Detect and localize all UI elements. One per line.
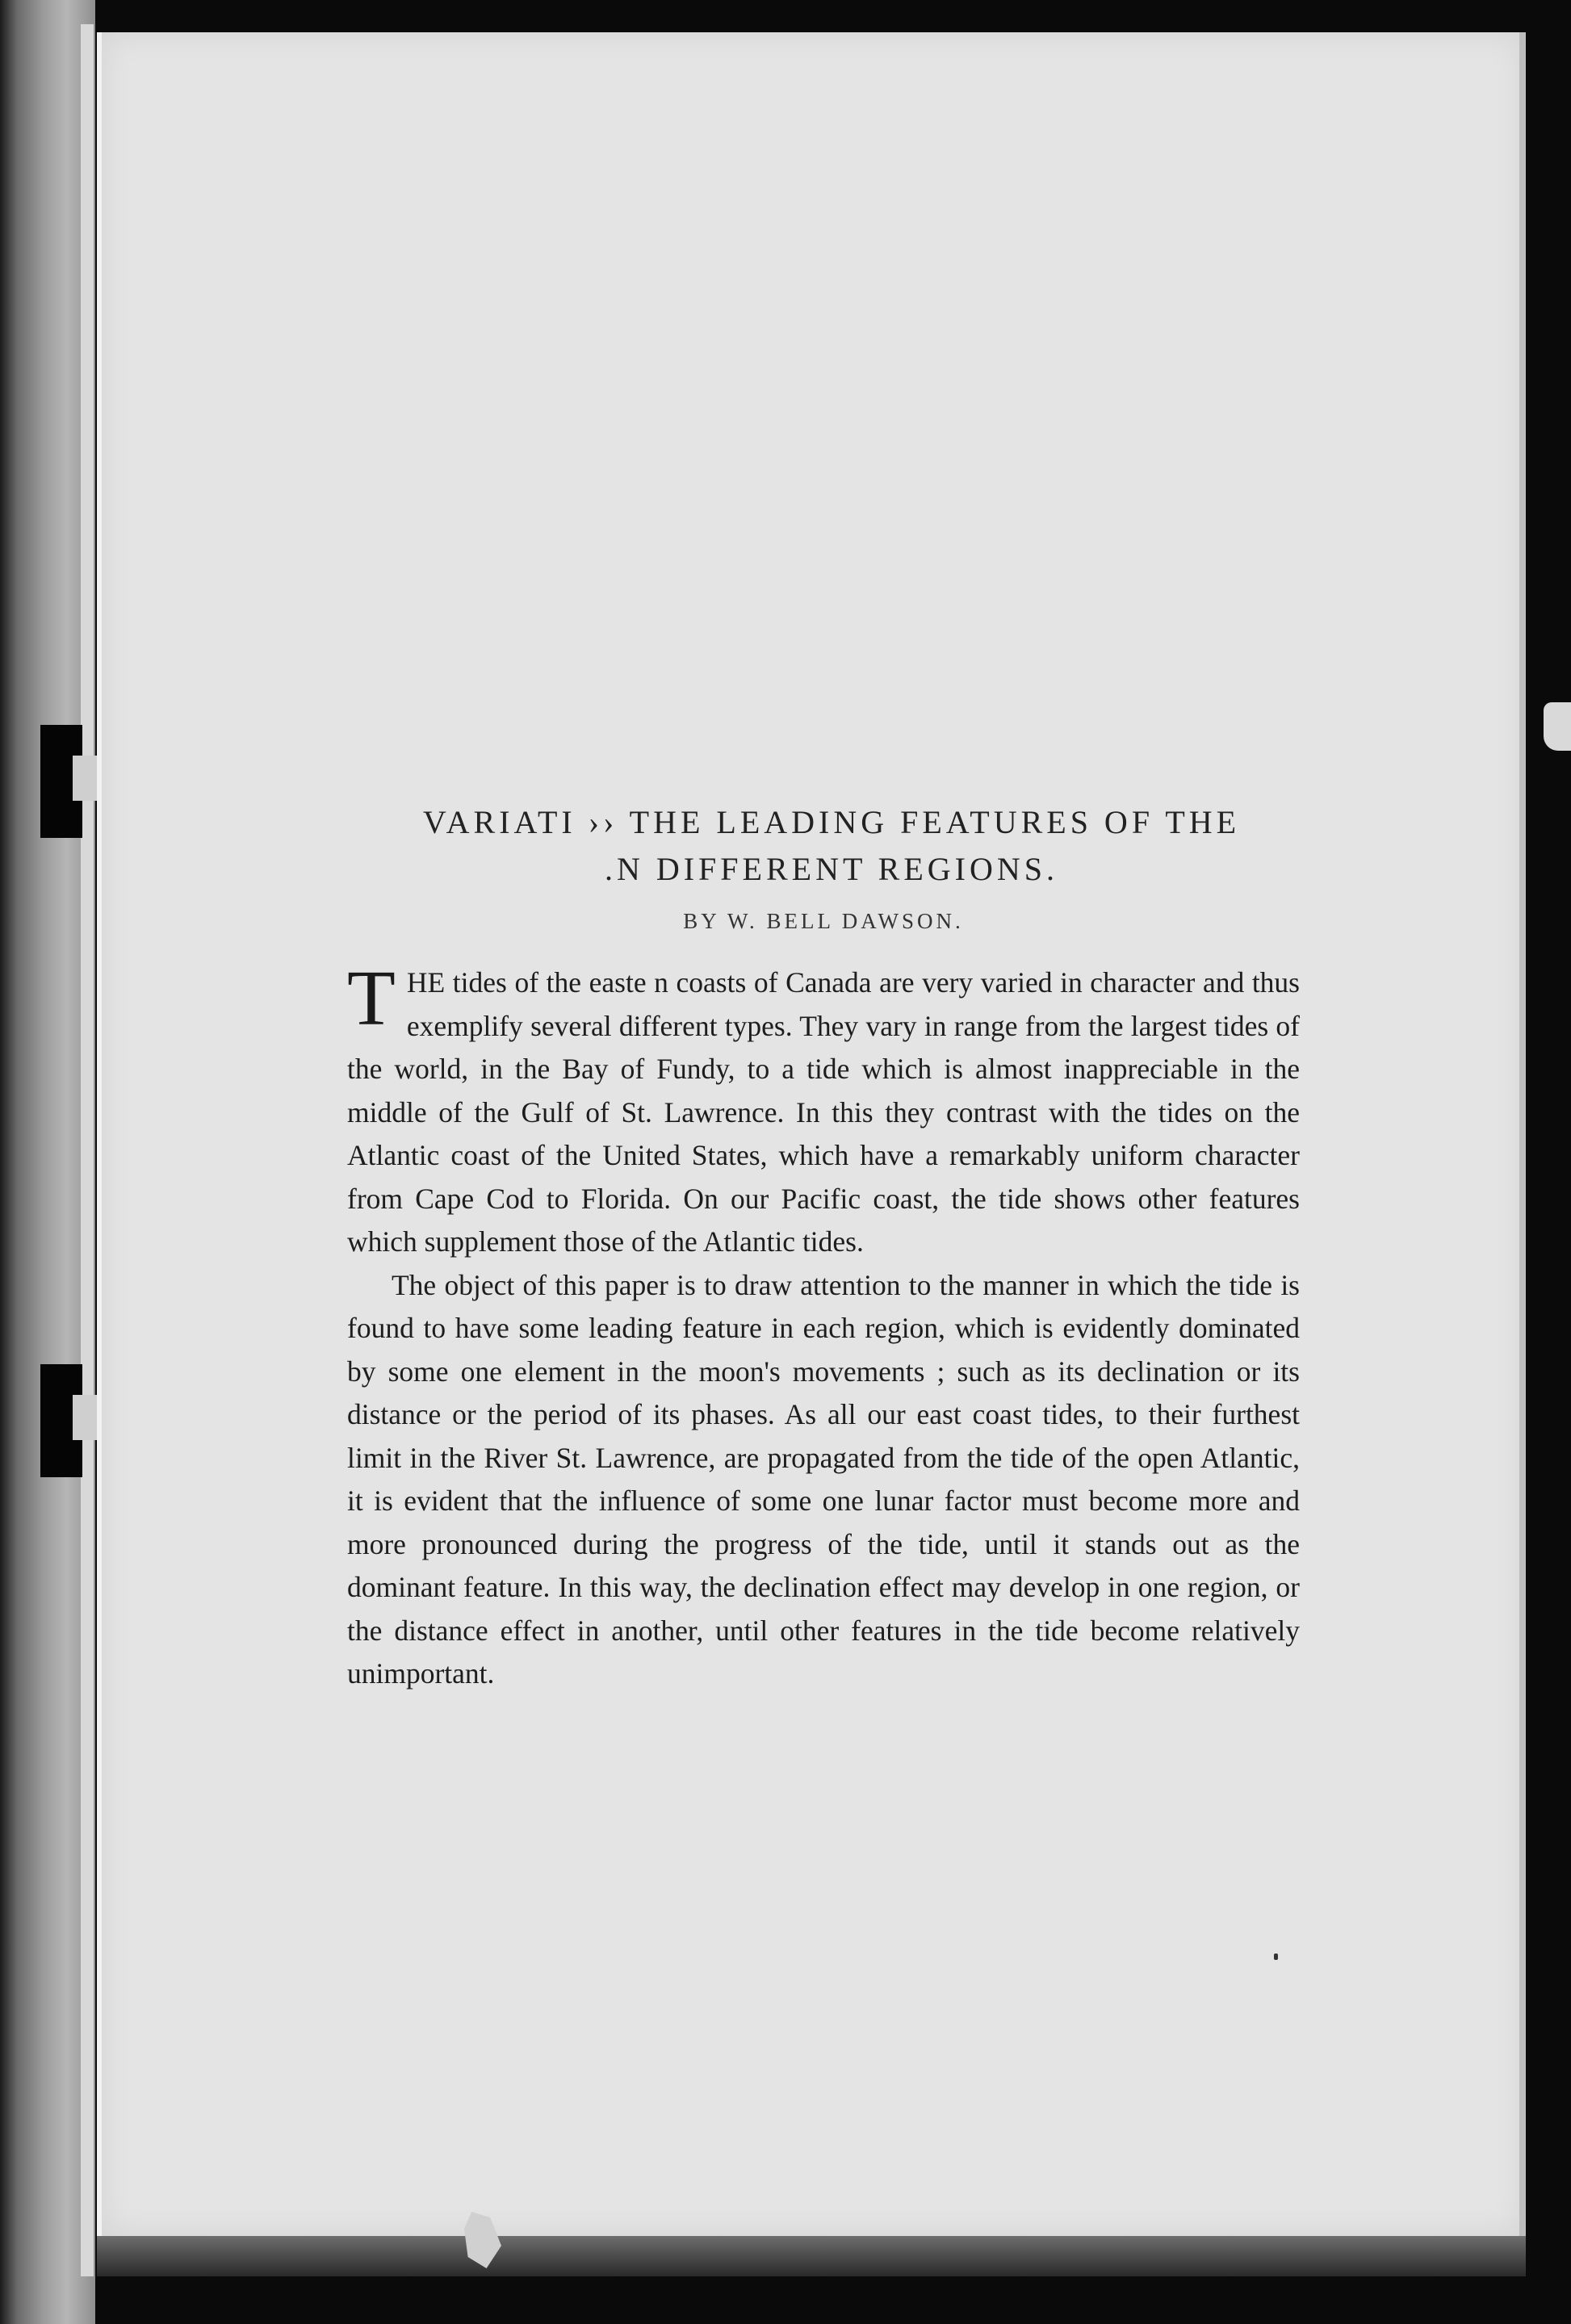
page-bottom-edge [97,2236,1526,2276]
paragraph-1 [347,955,1300,1264]
title-line-1: VARIATI ›› THE LEADING FEATURES OF THE [422,804,1241,840]
ink-speck [1274,1953,1278,1960]
paragraph-2: The object of this paper is to draw attention to the manner in which the tide is found to have some leading feature in each region, which is evidently dominated by some one element in the moon's movements ; such as its declination or its distance or the period of its phases. As all our east coast tides, to their furthest limit in the River St. Lawrence, are propagated from the tide of the open Atlantic, it is evident that the influence of some one lunar factor must become more and more pronounced during the progress of the tide, until it stands out as the dominant feature. In this way, the declination effect may develop in one region, or the distance effect in another, until other features in the tide become relatively unimportant. [347,1268,1300,1690]
spine-edge [81,24,94,2276]
page-right-edge [1519,32,1526,2236]
article-body [347,955,1300,1696]
article-title [331,799,1332,893]
drop-cap: T [347,955,396,1042]
page-tab [1544,702,1571,751]
author-byline: BY W. BELL DAWSON. [683,909,964,933]
paragraph-1-text: HE tides of the easte n coasts of Canada are very varied in character and thus exemplify several different types. They vary in range from the largest tides of the world, in the Bay of Fundy, to a tide which is almost inappreciable in the middle of the Gulf of St. Lawrence. In this they contrast with the tides on the Atlantic coast of the United States, which have a remarkably uniform character from Cape Cod to Florida. On our Pacific coast, the tide shows other features which supplement those of the Atlantic tides. [347,966,1300,1258]
article [347,799,1300,1696]
title-line-2: .N DIFFERENT REGIONS. [604,851,1059,887]
